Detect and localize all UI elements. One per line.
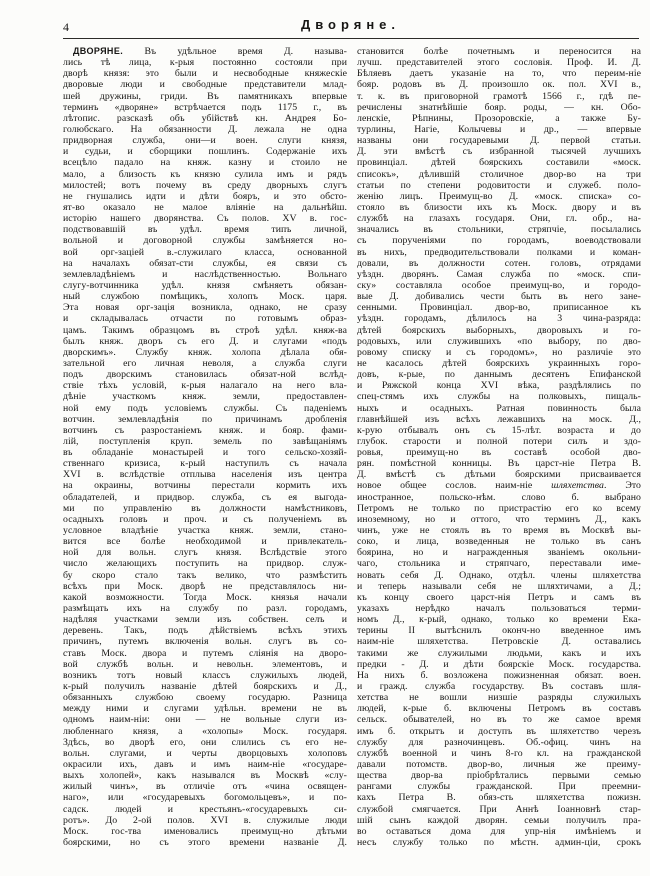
text-line: ровому списку и съ городомъ», но различіе это bbox=[357, 346, 641, 358]
text-line: съ порученіями по городамъ, воеводствовали bbox=[357, 235, 641, 247]
text-line: любленнаго князя, а «холопы» Моск. государя. bbox=[63, 725, 347, 737]
text-line: людей, к-рые б. включены Петромъ въ составъ bbox=[357, 703, 641, 715]
text-line: иностранное, польско-нѣм. слово б. выбрано bbox=[357, 491, 641, 503]
text-line: стояло въ близости ихъ къ Моск. двору и въ bbox=[357, 201, 641, 213]
text-line: главнѣйшей изъ всѣхъ лежавшихъ на моск. Д., bbox=[357, 413, 641, 425]
text-line: рангами службы гражданской. При преемни- bbox=[357, 781, 641, 793]
text-line: значались въ стольники, стряпчіе, посылались bbox=[357, 224, 641, 236]
text-line: къ концу своего царст-нія Петръ и самъ въ bbox=[357, 591, 641, 603]
text-line: размѣщать ихъ на службу по разл. городамъ, bbox=[63, 603, 347, 615]
page-number: 4 bbox=[63, 20, 69, 34]
text-line: соко, и лица, возведенныя не только въ санъ bbox=[357, 536, 641, 548]
text-line: ставъ Моск. двора и путемъ сліянія на дворо- bbox=[63, 647, 347, 659]
page-header bbox=[63, 17, 638, 34]
text-line: турлины, Нагіе, Колычевы и др., — впервые bbox=[357, 123, 641, 135]
text-line: вольной и договорной службы замѣняется но- bbox=[63, 235, 347, 247]
text-line: довъ, к-рые, по даннымъ десятенъ Епифанской bbox=[357, 369, 641, 381]
text-line: какой возможности. Тогда Моск. князья начали bbox=[63, 591, 347, 603]
text-line: садск. людей и крестьянъ-«государевыхъ си- bbox=[63, 803, 347, 815]
text-line: не гнушались идти и дѣти бояръ, и это обсто- bbox=[63, 190, 347, 202]
text-line: имъ б. открытъ и доступъ въ шляхетство черезъ bbox=[357, 725, 641, 737]
text-line: провинціал. дѣтей боярскихъ составили «моск. bbox=[357, 157, 641, 169]
text-line: боярина, но и награжденныя званіемъ окольни- bbox=[357, 547, 641, 559]
text-line: указахъ нерѣдко началъ пользоваться терми- bbox=[357, 603, 641, 615]
text-line: Эта новая орг-зація возникла, однако, не сразу bbox=[63, 302, 347, 314]
text-line: жилый чинъ», въ отличіе отъ «чина освящен- bbox=[63, 781, 347, 793]
text-line: ленскіе, Рѣпнины, Прозоровскіе, а также Бу- bbox=[357, 112, 641, 124]
text-line: сенными. Провинціал. двор-во, приписанное къ bbox=[357, 302, 641, 314]
text-line: мало, а близость къ князю сулила имъ и рядъ bbox=[63, 168, 347, 180]
text-line: и складывалась отчасти по готовымъ образ- bbox=[63, 313, 347, 325]
text-line: ровья, преимущ-но въ составѣ особой дво- bbox=[357, 447, 641, 459]
text-line: На нихъ б. возложена пожизненная обязат. воен. bbox=[357, 669, 641, 681]
text-line: вится все болѣе необходимой и привлекатель- bbox=[63, 536, 347, 548]
text-line: наим-ніе шляхетства. Петровскіе Д. оставались bbox=[357, 636, 641, 648]
text-line: выхъ холопей», какъ назывался въ Москвѣ «слу- bbox=[63, 770, 347, 782]
column-left bbox=[63, 46, 347, 848]
text-line: шій сынъ каждой дворян. семьи получилъ пра- bbox=[357, 814, 641, 826]
text-line: женію лицъ. Преимущ-во Д. «моск. списка» со- bbox=[357, 190, 641, 202]
text-line: обязанныхъ службою своему государю. Разница bbox=[63, 692, 347, 704]
text-line: глубок. старости и полной потери силъ и здо- bbox=[357, 435, 641, 447]
header-rule bbox=[63, 38, 639, 39]
text-line: ной ему подъ условіемъ службы. Съ паденіемъ bbox=[63, 402, 347, 414]
text-line: несъ службу только по мѣстн. админ-ціи, срокъ bbox=[357, 836, 641, 848]
text-line: подствовавшій въ удѣл. время типъ личной, bbox=[63, 224, 347, 236]
text-line: лій, поступленія круп. земель по завѣщаніямъ bbox=[63, 435, 347, 447]
text-line: подъ дворскимъ становилась обязат-ной вслѣд- bbox=[63, 369, 347, 381]
text-line: родовыхъ, или служившихъ «по выбору, по дво- bbox=[357, 335, 641, 347]
text-line: дворовые люди и свободные представители млад- bbox=[63, 79, 347, 91]
text-line: вольн. слугами, и черты дворцовыхъ холоповъ bbox=[63, 747, 347, 759]
text-line: боярскими, но съ этого времени названіе Д. bbox=[63, 836, 347, 848]
text-line: чинъ, уже не стоялъ въ то время въ Москвѣ вы- bbox=[357, 525, 641, 537]
text-line: дѣтей боярскихъ выборныхъ, дворовыхъ и го- bbox=[357, 324, 641, 336]
text-line: ску» составляла особое преимущ-во, и городо- bbox=[357, 279, 641, 291]
text-line: уѣздн. городамъ, дѣлилось на 3 чина-разряда: bbox=[357, 313, 641, 325]
text-line: службой смягчается. При Аннѣ Іоанновнѣ стар- bbox=[357, 803, 641, 815]
text-line: окрасили ихъ, давъ и имъ наим-ніе «государе- bbox=[63, 759, 347, 770]
text-line: Д. вмѣстѣ съ дѣтьми боярскими присваивается bbox=[357, 469, 641, 481]
text-line: осадныхъ головъ и проч. и съ полученіемъ въ bbox=[63, 513, 347, 525]
text-line: номъ Д., к-рый, однако, только ко времени Ека- bbox=[357, 614, 641, 626]
text-line: въ обладаніе монастырей и того сельско-хозяй- bbox=[63, 447, 347, 459]
text-line: не касалось дѣтей боярскихъ украинныхъ горо- bbox=[357, 357, 641, 369]
text-line: Бѣляевъ даетъ указаніе на то, что переим-ніе bbox=[357, 68, 641, 80]
text-line: вой орг-заціей в.-служилаго класса, основанной bbox=[63, 246, 347, 258]
text-line: службѣ на глазахъ государя. Они, гл. обр., на- bbox=[357, 213, 641, 225]
text-line: во оставаться дома для упр-нія имѣніемъ и bbox=[357, 825, 641, 837]
column-right bbox=[357, 46, 641, 848]
text-line: вотчин. землевладѣнія по причинамъ дробленія bbox=[63, 413, 347, 425]
text-line: Здѣсь, во дворѣ его, они слились съ его не- bbox=[63, 736, 347, 748]
text-line: чаго, стольника и стряпчаго, переставали име- bbox=[357, 558, 641, 570]
text-line: число желающихъ поступить на придвор. служ- bbox=[63, 558, 347, 570]
text-line: вые Д. добивались чести быть въ него зане- bbox=[357, 291, 641, 303]
text-line: деревень. Такъ, подъ дѣйствіемъ всѣхъ этихъ bbox=[63, 625, 347, 637]
text-line: ДВОРЯНЕ. Въ удѣльное время Д. называ- bbox=[73, 46, 347, 57]
text-line: слугу-вотчинника удѣл. князя смѣняетъ обязан- bbox=[63, 279, 347, 291]
text-line: и теперь называли себя не шляхтичами, а Д.; bbox=[357, 580, 641, 592]
text-line: довали, въ должности сотен. головъ, отрядами bbox=[357, 257, 641, 269]
text-line: шей дружины, гриди. Въ памятникахъ впервые bbox=[63, 90, 347, 102]
text-line: давали потомств. двор-во, личныя же преиму- bbox=[357, 759, 641, 770]
text-line: кахъ Петра В. обяз-сть шляхетства пожизн. bbox=[357, 792, 641, 804]
text-line: дѣніе участкомъ княж. земли, предоставлен- bbox=[63, 391, 347, 403]
text-line: Петромъ не только по пристрастію его ко всему bbox=[357, 502, 641, 514]
text-line: службу для разночинцевъ. Об.-офиц. чинъ на bbox=[357, 736, 641, 748]
text-line: ми по управленію въ должности намѣстниковъ, bbox=[63, 502, 347, 514]
text-line: лѣтопис. разсказѣ объ убійствѣ кн. Андрея Бо- bbox=[63, 112, 347, 124]
text-line: между ними и слугами удѣльн. времени не въ bbox=[63, 703, 347, 715]
text-line: наго», или «государевыхъ богомольцевъ», и по- bbox=[63, 792, 347, 804]
text-line: придворная служба, они—и воен. слуги князя, bbox=[63, 135, 347, 147]
italic-term: шляхетства bbox=[551, 480, 604, 492]
text-line: надѣляя участками земли изъ собствен. селъ и bbox=[63, 614, 347, 626]
text-line: одномъ наим-ніи: они — не вольные слуги из- bbox=[63, 714, 347, 726]
text-line: терины II вытѣснилъ оконч-но введенное имъ bbox=[357, 625, 641, 637]
text-line: хетства не вошли низшіе разряды служилыхъ bbox=[357, 692, 641, 704]
text-line: голюбскаго. На обязанности Д. лежала не одна bbox=[63, 123, 347, 135]
text-line: ствіе тѣхъ условій, к-рыя налагало на него вла- bbox=[63, 380, 347, 392]
text-line: ной для вольн. слугъ князя. Вслѣдствіе этого bbox=[63, 547, 347, 559]
text-line: ротъ». До 2-ой полов. XVI в. служилые люди bbox=[63, 814, 347, 826]
page-title: Дворяне. bbox=[300, 17, 401, 32]
text-line: бояр. родовъ въ Д. произошло ок. пол. XVI в., bbox=[357, 79, 641, 91]
text-line: службѣ военной и чинъ 8-го кл. на гражданской bbox=[357, 747, 641, 759]
text-line: на окраины, вотчины перестали кормить ихъ bbox=[63, 480, 347, 492]
text-line: возникъ тотъ новый классъ служилыхъ людей, bbox=[63, 669, 347, 681]
text-line: к-рый получилъ названіе дѣтей боярскихъ и Д., bbox=[63, 681, 347, 693]
text-line: уѣздн. дворянъ. Самая служба по «моск. спи- bbox=[357, 268, 641, 280]
text-line: к-рую отбывалъ онъ съ 15-лѣт. возраста и до bbox=[357, 424, 641, 436]
text-line: всѣхъ при Моск. дворѣ не представлялось ни- bbox=[63, 580, 347, 592]
text-line: спец-стямъ ихъ службы на полковыхъ, пищаль- bbox=[357, 391, 641, 403]
text-line: и Ряжской конца XVI вѣка, раздѣлялись по bbox=[357, 380, 641, 392]
text-line: ят-во оказало не малое вліяніе на дальнѣйш. bbox=[63, 201, 347, 213]
text-line: терминъ «дворяне» встрѣчается подъ 1175 г., въ bbox=[63, 101, 347, 113]
text-line: такими же служилыми людьми, какъ и ихъ bbox=[357, 647, 641, 659]
text-line: Моск. гос-тва именовались преимущ-но дѣтьми bbox=[63, 825, 347, 837]
text-line: въ нихъ, предводительствовали полками и коман- bbox=[357, 246, 641, 258]
bold-lead-word: ДВОРЯНЕ. bbox=[73, 46, 124, 56]
text-line: дворскимъ». Службу княж. холопа дѣлала обя- bbox=[63, 346, 347, 358]
text-columns bbox=[63, 46, 641, 848]
text-line: новое общее сослов. наим-ніе шляхетства. Это bbox=[357, 480, 641, 492]
text-line: становится болѣе почетнымъ и переносится на bbox=[357, 46, 641, 57]
text-line: бу скоро стало такъ велико, что размѣстить bbox=[63, 569, 347, 581]
text-line: землевладѣніемъ и наслѣдственностью. Вольнаго bbox=[63, 268, 347, 280]
text-line: списокъ», дѣлившій столичное двор-во на три bbox=[357, 168, 641, 180]
text-line: предки - Д. и дѣти боярскіе Моск. государства. bbox=[357, 658, 641, 670]
text-line: и гражд. служба государству. Въ составъ шля- bbox=[357, 681, 641, 693]
text-line: т. к. въ приговорной грамотѣ 1566 г., гдѣ пе- bbox=[357, 90, 641, 102]
text-line: речислены знатнѣйшіе бояр. роды, — кн. Обо- bbox=[357, 101, 641, 113]
text-line: зательной его личная неволя, а служба слуги bbox=[63, 357, 347, 369]
text-line: названы они государевыми Д. первой статьи. bbox=[357, 135, 641, 147]
text-line: вотчинъ съ разростаніемъ княж. и бояр. фами- bbox=[63, 424, 347, 436]
text-line: былъ княж. дворъ съ его Д. и слугами «подъ bbox=[63, 335, 347, 347]
text-line: иноземному, но и оттого, что терминъ Д., какъ bbox=[357, 513, 641, 525]
text-line: статьи по степени родовитости и служеб. поло- bbox=[357, 179, 641, 191]
text-line: сельск. обывателей, но въ то же самое время bbox=[357, 714, 641, 726]
text-line: причинъ, путемъ включенія вольн. слугъ въ со- bbox=[63, 636, 347, 648]
text-line: лись тѣ лица, к-рыя постоянно состояли при bbox=[63, 57, 347, 69]
text-line: щества двор-ва пріобрѣтались первыми семью bbox=[357, 770, 641, 782]
text-line: рян. помѣстной конницы. Въ царст-ніе Петра В. bbox=[357, 458, 641, 470]
text-line: Д. эти вмѣстѣ съ избранной тысячей лучшихъ bbox=[357, 146, 641, 158]
text-line: ныхъ и осадныхъ. Ратная повинность была bbox=[357, 402, 641, 414]
text-line: исторію нашего дворянства. Съ полов. XV в. гос- bbox=[63, 213, 347, 225]
text-line: условное владѣніе участка княж. земли, стано- bbox=[63, 525, 347, 537]
text-line: и судьи, и сборщики пошлинъ. Содержаніе ихъ bbox=[63, 146, 347, 158]
text-line: ный службою помѣщикъ, холопъ Моск. царя. bbox=[63, 291, 347, 303]
text-line: вой службѣ вольн. и невольн. элементовъ, и bbox=[63, 658, 347, 670]
text-line: новать себя Д. Однако, отдѣл. члены шляхетства bbox=[357, 569, 641, 581]
text-line: XVI в. вслѣдствіе отплыва населенія изъ центра bbox=[63, 469, 347, 481]
text-line: лучш. представителей этого сословія. Проф. И. Д. bbox=[357, 57, 641, 69]
text-line: цамъ. Такимъ образцомъ въ строѣ удѣл. княж-ва bbox=[63, 324, 347, 336]
text-line: на началахъ обязат-сти службы, ея связи съ bbox=[63, 257, 347, 269]
text-line: милостей; вотъ почему въ среду дворныхъ слугъ bbox=[63, 179, 347, 191]
text-line: ственнаго кризиса, к-рый наступилъ съ начала bbox=[63, 458, 347, 470]
text-line: обладателей, и придвор. служба, съ ея выгода- bbox=[63, 491, 347, 503]
text-line: дворѣ князя: это были и несвободные княжескіе bbox=[63, 68, 347, 80]
text-line: всецѣло падало на княж. казну и стоило не bbox=[63, 157, 347, 169]
